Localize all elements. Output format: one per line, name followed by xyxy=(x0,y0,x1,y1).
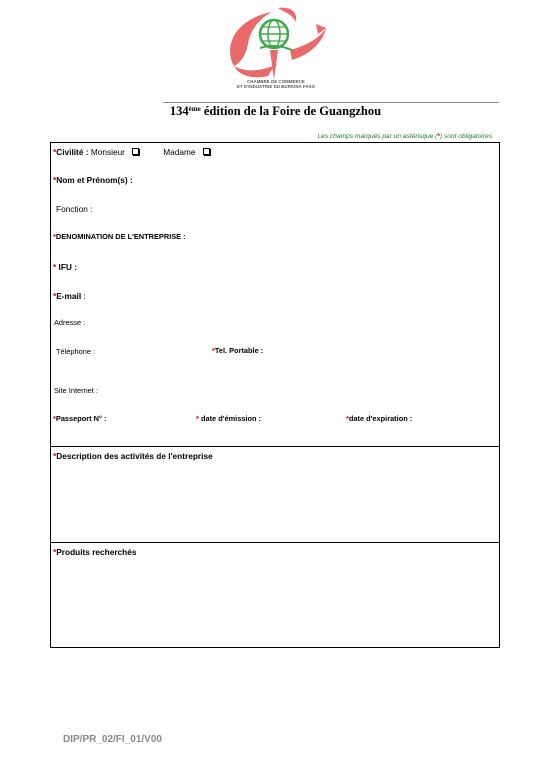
header-divider xyxy=(163,102,499,103)
telephone-field[interactable]: Téléphone : xyxy=(56,347,96,356)
email-field[interactable]: *E-mail : xyxy=(53,291,86,301)
fonction-field[interactable]: Fonction : xyxy=(56,204,93,214)
page-title: 134ème édition de la Foire de Guangzhou xyxy=(169,104,382,118)
monsieur-checkbox[interactable] xyxy=(132,148,139,155)
registration-form xyxy=(50,142,500,648)
adresse-field[interactable]: Adresse : xyxy=(54,318,86,327)
denomination-field[interactable]: *DENOMINATION DE L'ENTREPRISE : xyxy=(53,232,186,241)
form-separator xyxy=(50,446,500,447)
passeport-field[interactable]: *Passeport N° : xyxy=(53,414,107,423)
document-reference: DIP/PR_02/FI_01/V00 xyxy=(63,734,162,745)
nom-prenom-field[interactable]: *Nom et Prénom(s) : xyxy=(53,175,133,185)
tel-portable-field[interactable]: *Tel. Portable : xyxy=(212,346,264,355)
form-separator xyxy=(50,542,500,543)
date-expiration-field[interactable]: *date d'expiration : xyxy=(346,414,413,423)
ifu-field[interactable]: * IFU : xyxy=(53,262,77,272)
required-fields-note: Les champs marqués par un astérisque (*) sont obligatoires xyxy=(317,133,492,140)
description-activites-field[interactable]: *Description des activités de l'entreprise xyxy=(53,451,213,461)
logo-caption: CHAMBRE DE COMMERCE ET D'INDUSTRIE DU BURKINA FASO xyxy=(236,79,316,89)
produits-recherches-field[interactable]: *Produits recherchés xyxy=(53,547,137,557)
date-emission-field[interactable]: * date d'émission : xyxy=(196,414,262,423)
site-internet-field[interactable]: Site Internet : xyxy=(54,386,98,395)
madame-checkbox[interactable] xyxy=(203,148,210,155)
civilite-field: *Civilité : Monsieur Madame xyxy=(53,147,210,157)
